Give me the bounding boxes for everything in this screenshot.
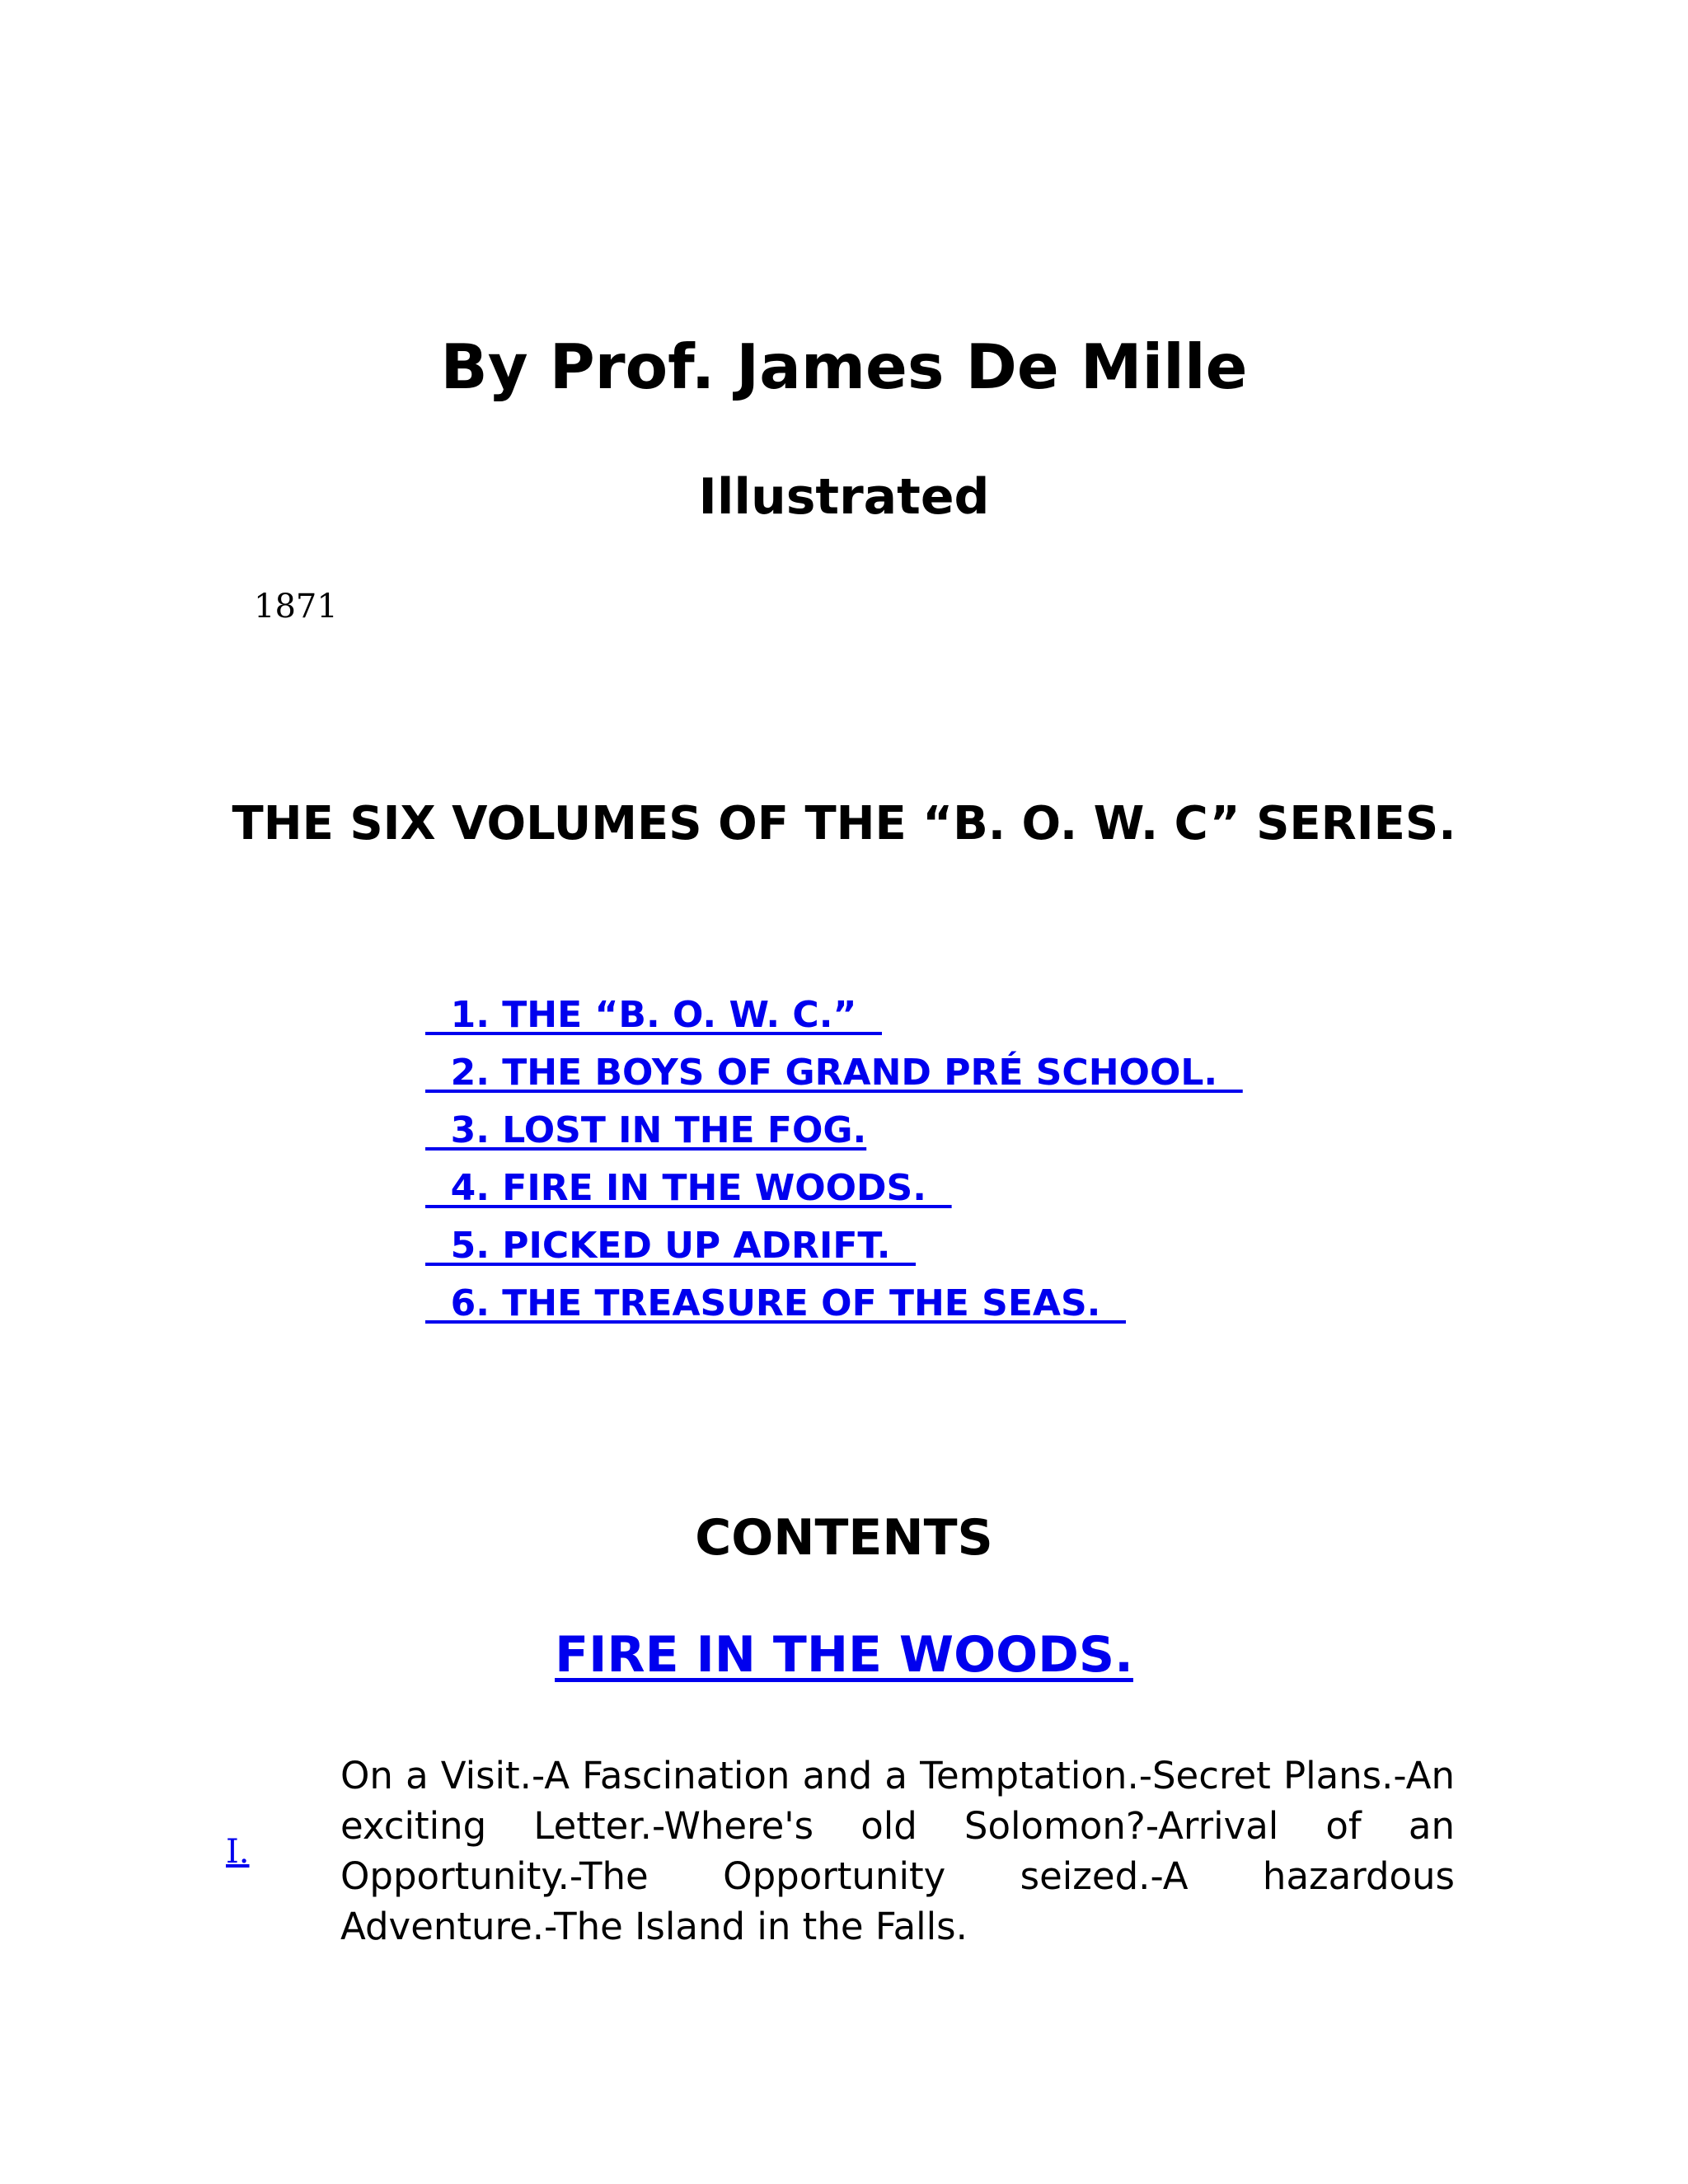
series-volume-item — [425, 1275, 1243, 1333]
series-volume-link-1[interactable]: 1. THE “B. O. W. C.” — [425, 994, 882, 1036]
series-volume-item — [425, 1044, 1243, 1102]
series-volume-item — [425, 1217, 1243, 1275]
series-volume-link-2[interactable]: 2. THE BOYS OF GRAND PRÉ SCHOOL. — [425, 1052, 1243, 1094]
series-volume-link-4[interactable]: 4. FIRE IN THE WOODS. — [425, 1167, 952, 1209]
publication-year: 1871 — [254, 588, 338, 626]
series-volume-link-5[interactable]: 5. PICKED UP ADRIFT. — [425, 1225, 917, 1267]
book-title-link[interactable]: FIRE IN THE WOODS. — [555, 1626, 1133, 1684]
author-heading: By Prof. James De Mille — [440, 330, 1248, 403]
series-volume-item — [425, 1160, 1243, 1217]
series-volume-item — [425, 1102, 1243, 1160]
book-title-heading — [0, 1620, 1688, 1690]
chapter-description: On a Visit.-A Fascination and a Temptation.-Secret Plans.-An exciting Letter.-Where's old Solomon?-Arrival of an Opportunity.-The Opportunity seized.-A hazardous Adventure.-The Island in the Falls. — [340, 1754, 1455, 1948]
series-volume-link-6[interactable]: 6. THE TREASURE OF THE SEAS. — [425, 1282, 1127, 1324]
series-volume-link-3[interactable]: 3. LOST IN THE FOG. — [425, 1109, 867, 1151]
illustrated-subheading: Illustrated — [698, 468, 990, 526]
chapter-number-link[interactable]: I. — [226, 1833, 250, 1871]
series-volume-item — [425, 987, 1243, 1044]
series-heading: THE SIX VOLUMES OF THE “B. O. W. C” SERIES. — [232, 797, 1456, 851]
contents-heading: CONTENTS — [695, 1509, 993, 1567]
series-volume-list — [425, 987, 1243, 1333]
